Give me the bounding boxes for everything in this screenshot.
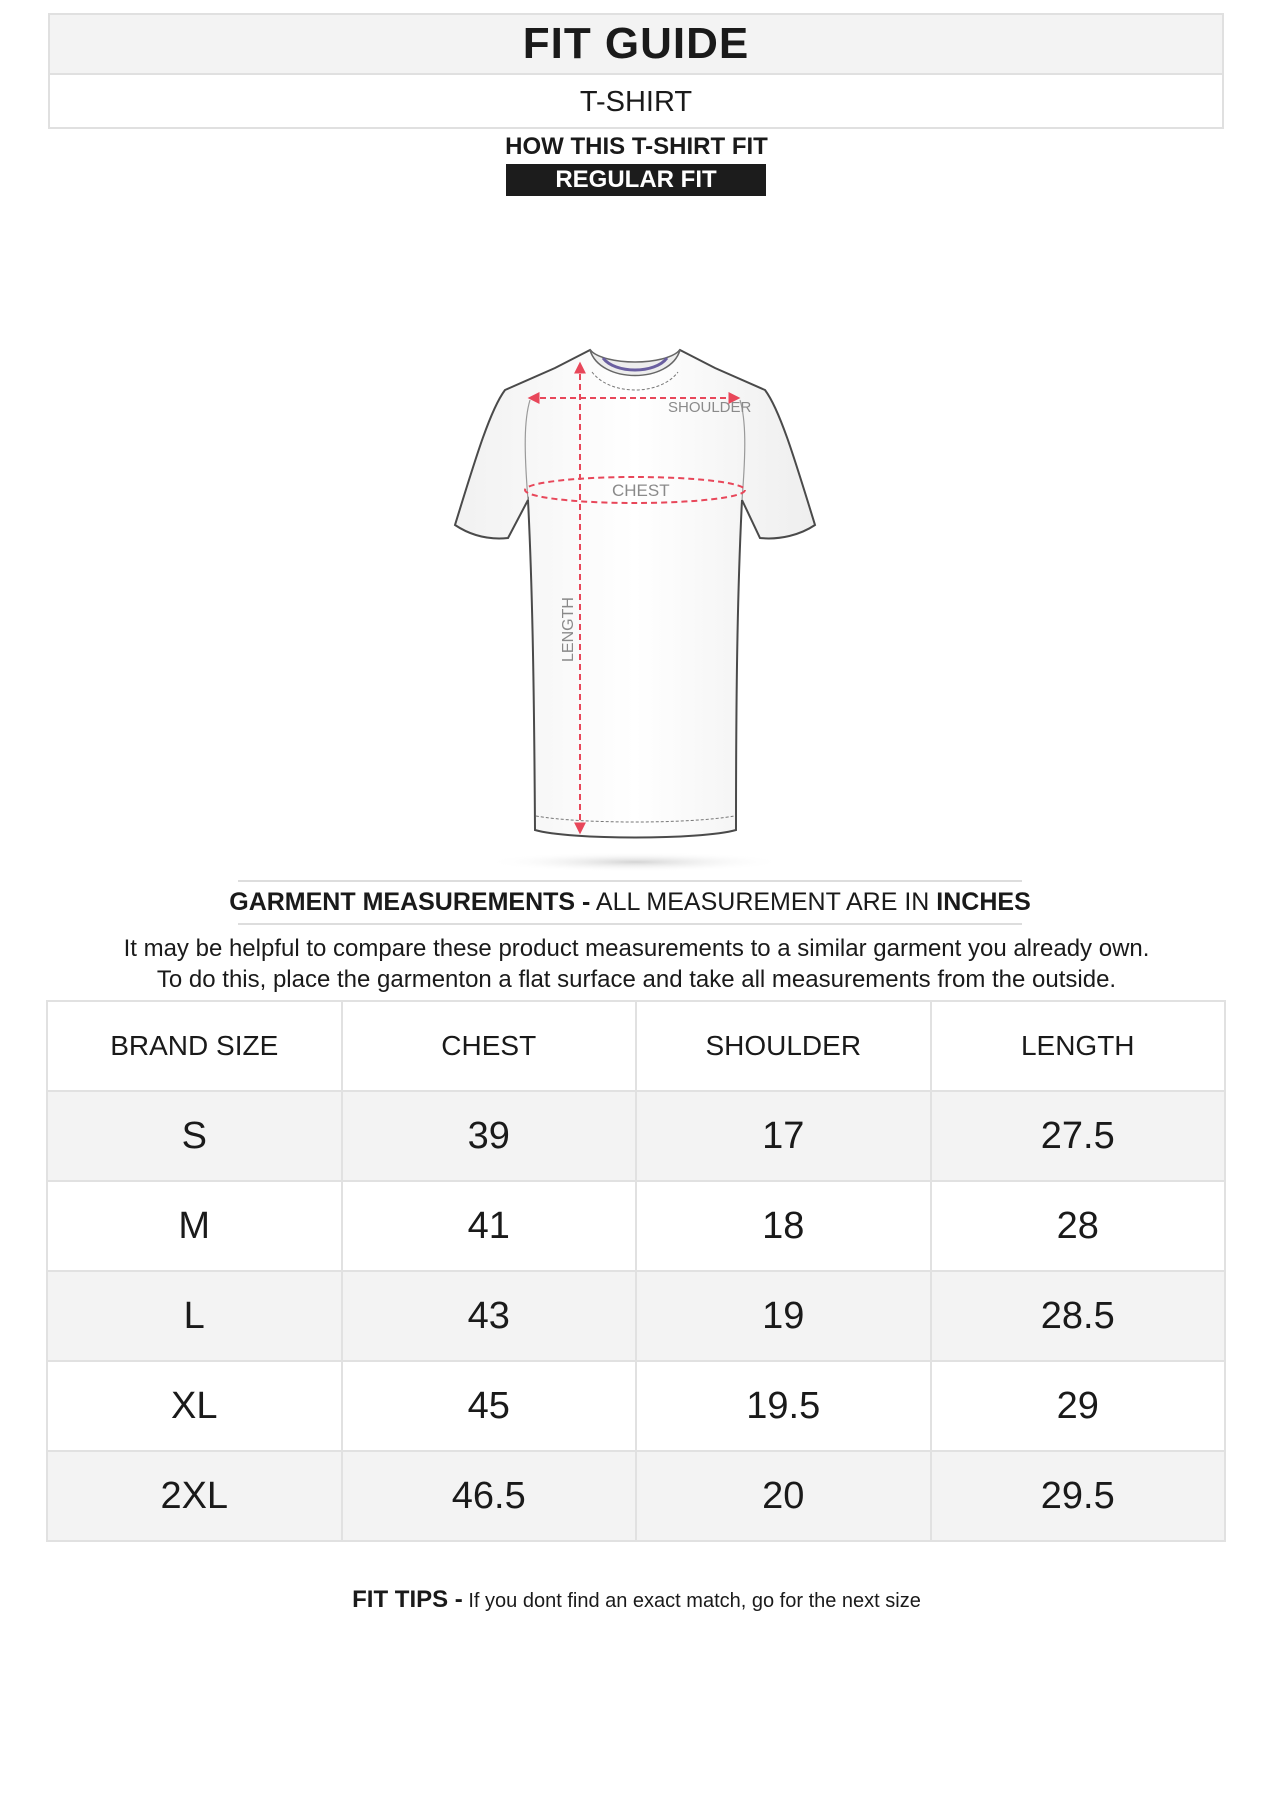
cell-size: 2XL [47, 1451, 342, 1541]
table-row [47, 1091, 1225, 1181]
cell-size: L [47, 1271, 342, 1361]
fit-label: HOW THIS T-SHIRT FIT [505, 133, 768, 160]
shadow [485, 852, 785, 872]
cell-length: 28.5 [931, 1271, 1226, 1361]
table-header-row [47, 1001, 1225, 1091]
tshirt-diagram [420, 340, 850, 880]
page-title: FIT GUIDE [50, 15, 1222, 75]
cell-length: 28 [931, 1181, 1226, 1271]
fit-badge: REGULAR FIT [506, 164, 766, 196]
col-length: LENGTH [931, 1001, 1226, 1091]
cell-chest: 41 [342, 1181, 637, 1271]
cell-size: S [47, 1091, 342, 1181]
table-row [47, 1361, 1225, 1451]
shoulder-label: SHOULDER [668, 399, 752, 416]
fit-tips [0, 1586, 1273, 1614]
cell-chest: 46.5 [342, 1451, 637, 1541]
garment-type: T-SHIRT [579, 85, 693, 118]
size-chart-table [46, 1000, 1226, 1542]
fit-tips-label: FIT TIPS - [352, 1586, 463, 1613]
header-box [48, 13, 1224, 129]
table-row [47, 1181, 1225, 1271]
measurements-unit: INCHES [936, 888, 1031, 916]
measurements-heading-bold: GARMENT MEASUREMENTS - [229, 888, 591, 916]
cell-chest: 45 [342, 1361, 637, 1451]
col-shoulder: SHOULDER [636, 1001, 931, 1091]
measurements-heading [229, 880, 1031, 925]
cell-size: M [47, 1181, 342, 1271]
chest-label: CHEST [612, 481, 670, 500]
cell-chest: 43 [342, 1271, 637, 1361]
cell-shoulder: 17 [636, 1091, 931, 1181]
cell-shoulder: 20 [636, 1451, 931, 1541]
cell-length: 29.5 [931, 1451, 1226, 1541]
length-label: LENGTH [560, 597, 577, 662]
table-row [47, 1271, 1225, 1361]
cell-length: 29 [931, 1361, 1226, 1451]
fit-tips-text: If you dont find an exact match, go for the next size [462, 1590, 921, 1612]
table-row [47, 1451, 1225, 1541]
col-brand-size: BRAND SIZE [47, 1001, 342, 1091]
measurements-heading-text: ALL MEASUREMENT ARE IN [590, 888, 937, 916]
cell-size: XL [47, 1361, 342, 1451]
cell-shoulder: 18 [636, 1181, 931, 1271]
help-text-line2: To do this, place the garmenton a flat surface and take all measurements from the outside. [156, 966, 1117, 993]
tshirt-body [455, 350, 815, 838]
cell-length: 27.5 [931, 1091, 1226, 1181]
cell-shoulder: 19.5 [636, 1361, 931, 1451]
help-text-line1: It may be helpful to compare these product measurements to a similar garment you already own. [123, 935, 1150, 962]
cell-shoulder: 19 [636, 1271, 931, 1361]
col-chest: CHEST [342, 1001, 637, 1091]
cell-chest: 39 [342, 1091, 637, 1181]
